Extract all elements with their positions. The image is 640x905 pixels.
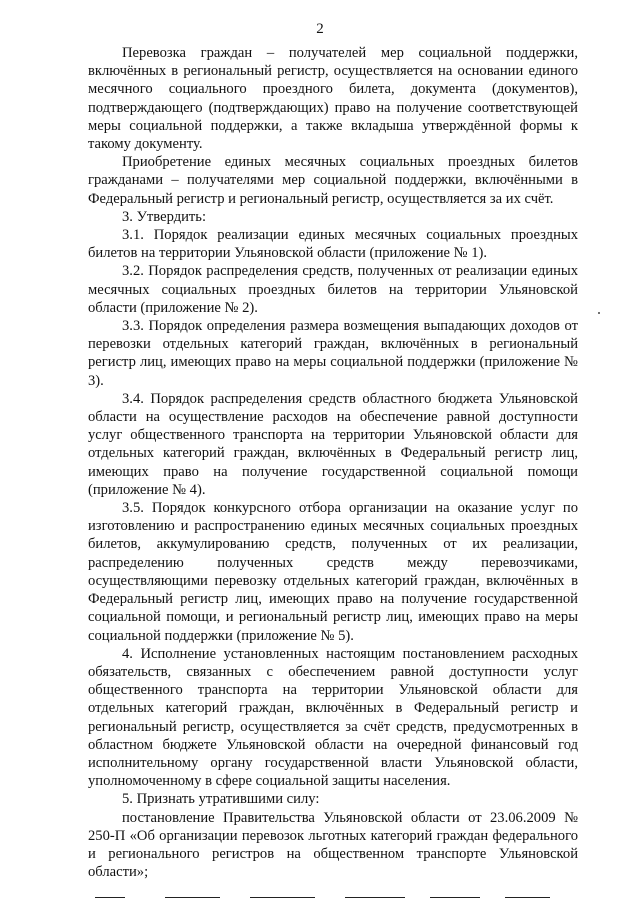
paragraph-item-3-4: 3.4. Порядок распределения средств областного бюджета Ульяновской области на осуществление расходов на обеспечение равной доступности услуг общественного транспорта на территории Ульяновской области для отдельных категорий граждан, включённых в Федеральный регистр лиц, имеющих право на получение государственной социальной помощи (приложение № 4). bbox=[88, 390, 578, 498]
paragraph-item-4: 4. Исполнение установленных настоящим постановлением расходных обязательств, связанных с обеспечением равной доступности услуг общественного транспорта на территории Ульяновской области для отдельных категорий граждан, включённых в Федеральный регистр и региональный регистр, осуществляется за счёт средств, предусмотренных в областном бюджете Ульяновской области на очередной финансовый год исполнительному органу государственной власти Ульяновской области, уполномоченному в сфере социальной защиты населения. bbox=[88, 645, 578, 790]
paragraph-repealed-resolution: постановление Правительства Ульяновской области от 23.06.2009 № 250-П «Об организации перевозок льготных категорий граждан федерального и регионального регистров на общественном транспорте Ульяновской области»; bbox=[88, 809, 578, 881]
document-body bbox=[88, 44, 578, 881]
paragraph-item-3-5: 3.5. Порядок конкурсного отбора организации на оказание услуг по изготовлению и распространению единых месячных социальных проездных билетов, аккумулированию средств, полученных от их реализации, распределению полученных средств между перевозчиками, осуществляющими перевозку отдельных категорий граждан, включённых в Федеральный регистр лиц, имеющих право на получение государственной социальной помощи, и региональный регистр лиц, имеющих право на меры социальной поддержки (приложение № 5). bbox=[88, 500, 578, 644]
footer-rule-segment bbox=[250, 897, 315, 898]
paragraph-item-3-2: 3.2. Порядок распределения средств, полученных от реализации единых месячных социальных проездных билетов на территории Ульяновской области (приложение № 2). bbox=[88, 263, 578, 316]
footer-rule-segment bbox=[345, 897, 405, 898]
paragraph-item-5: 5. Признать утратившими силу: bbox=[122, 791, 320, 808]
scan-speck bbox=[598, 312, 600, 314]
paragraph-transport-registry: Перевозка граждан – получателей мер социальной поддержки, включённых в региональный регистр, осуществляется на основании единого месячного социального проездного билета, документа (документов), подтверждающего (подтверждающих) право на получение соответствующей меры социальной поддержки, а также вкладыша утверждённой формы к такому документу. bbox=[88, 45, 578, 153]
footer-rule-segment bbox=[430, 897, 480, 898]
footer-rule-segment bbox=[505, 897, 550, 898]
paragraph-item-3-3: 3.3. Порядок определения размера возмещения выпадающих доходов от перевозки отдельных категорий граждан, включённых в региональный регистр лиц, имеющих право на меры социальной поддержки (приложение № 3). bbox=[88, 318, 578, 389]
page-number: 2 bbox=[316, 21, 324, 37]
paragraph-approve-heading: 3. Утвердить: bbox=[122, 208, 207, 225]
paragraph-ticket-purchase: Приобретение единых месячных социальных проездных билетов гражданами – получателями мер социальной поддержки, включёнными в Федеральный регистр и региональный регистр, осуществляется за их счёт. bbox=[88, 154, 578, 207]
footer-rule-segment bbox=[95, 897, 125, 898]
footer-rule-segment bbox=[165, 897, 220, 898]
paragraph-item-3-1: 3.1. Порядок реализации единых месячных социальных проездных билетов на территории Ульяновской области (приложение № 1). bbox=[88, 227, 578, 262]
